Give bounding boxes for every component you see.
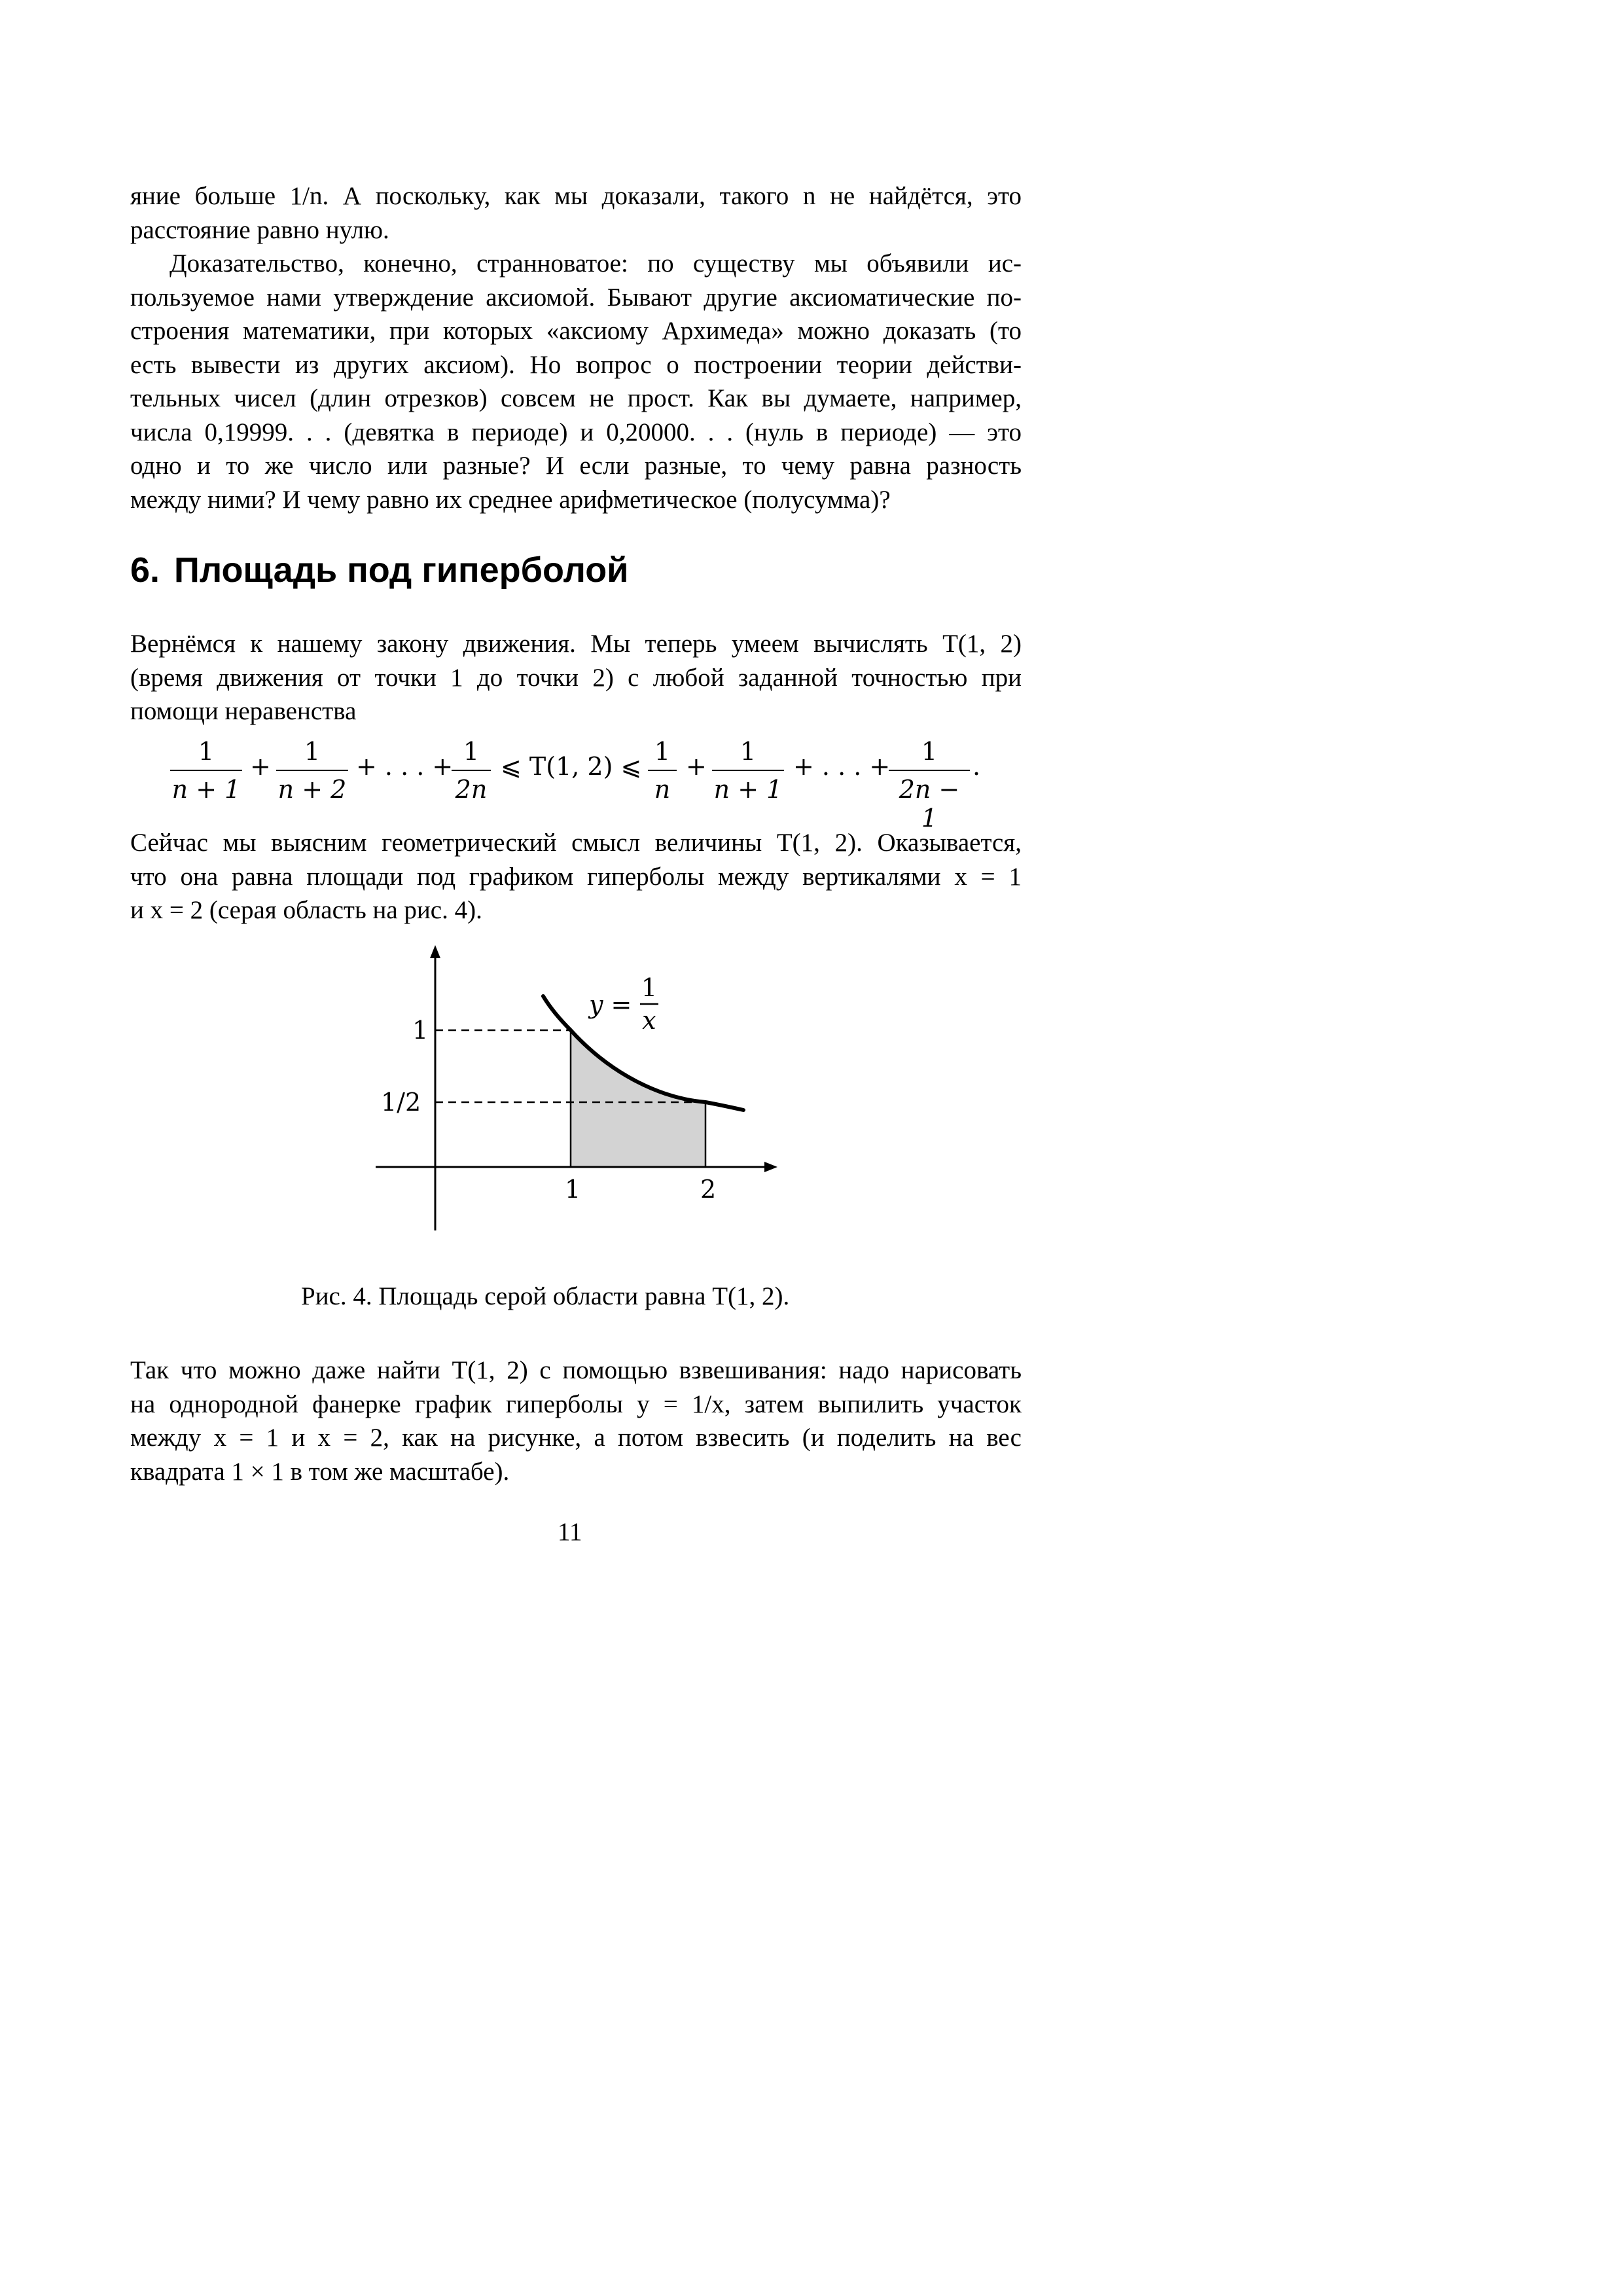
y-tick-label-1: 1 [412,1016,429,1045]
text-line: одно и то же число или разные? И если разные, то чему равна разность [130,452,1022,480]
fraction-bar [276,770,348,771]
denominator: 2n − 1 [899,775,960,833]
text-line: на однородной фанерке график гиперболы y = 1/x, затем выпилить участок [130,1390,1022,1418]
fraction-2 [276,737,348,804]
text-line: и x = 2 (серая область на рис. 4). [130,896,482,924]
fraction-bar [170,770,242,771]
denominator: 2n [455,775,488,804]
text-line: яние больше 1/n. А поскольку, как мы доказали, такого n не найдётся, это [130,182,1022,210]
section-number: 6. [130,550,160,590]
fraction-bar [452,770,491,771]
denominator: n + 2 [277,775,347,804]
curve-label-y-equals: y = [589,990,632,1019]
numerator: 1 [463,737,480,766]
paragraph-law-of-motion [130,627,1022,728]
text-line: пользуемое нами утверждение аксиомой. Бывают другие аксиоматические по- [130,283,1022,312]
numerator: 1 [921,737,938,766]
y-tick-label-half: 1/2 [381,1088,421,1117]
denominator: n + 1 [171,775,241,804]
text-line: квадрата 1 × 1 в том же масштабе). [130,1457,510,1486]
plus-sign: + [250,752,271,781]
x-tick-label-2: 2 [700,1175,717,1204]
formula-period: . [972,752,981,781]
x-axis-arrow-icon [764,1162,777,1172]
fraction-bar [648,770,677,771]
text-line: Сейчас мы выясним геометрический смысл величины T(1, 2). Оказывается, [130,829,1022,857]
fraction-3 [452,737,491,804]
paragraph-continuation [130,179,1022,247]
figure-caption: Рис. 4. Площадь серой области равна T(1, 2). [301,1282,790,1310]
fraction-6 [889,737,970,833]
page-number: 11 [558,1518,582,1546]
inequality-formula [170,737,988,833]
paragraph-weighing [130,1354,1022,1488]
curve-label-denominator: x [642,1006,656,1035]
x-tick-label-1: 1 [565,1175,581,1204]
text-line: (время движения от точки 1 до точки 2) с любой заданной точностью при [130,663,1022,692]
section-title: Площадь под гиперболой [174,550,629,590]
fraction-5 [712,737,784,804]
numerator: 1 [654,737,671,766]
numerator: 1 [304,737,321,766]
text-line: строения математики, при которых «аксиому Архимеда» можно доказать (то [130,317,1022,345]
inequality-middle: ⩽ T(1, 2) ⩽ [501,752,642,781]
hyperbola-figure [366,936,798,1237]
text-line: расстояние равно нулю. [130,215,389,244]
ellipsis-sum: + . . . + [793,752,891,781]
fraction-bar [712,770,784,771]
fraction-4 [648,737,677,804]
fraction-bar [889,770,970,771]
text-line: Вернёмся к нашему закону движения. Мы теперь умеем вычислять T(1, 2) [130,630,1022,658]
text-line: тельных чисел (длин отрезков) совсем не прост. Как вы думаете, например, [130,384,1022,412]
text-line: Так что можно даже найти T(1, 2) с помощью взвешивания: надо нарисовать [130,1356,1022,1384]
denominator: n [654,775,671,804]
plus-sign: + [686,752,707,781]
text-line: есть вывести из других аксиом). Но вопрос о построении теории действи- [130,350,1022,379]
text-line: Доказательство, конечно, странноватое: по существу мы объявили ис- [169,249,1022,278]
text-line: помощи неравенства [130,697,357,725]
section-heading [130,550,628,590]
denominator: n + 1 [713,775,783,804]
fraction-1 [170,737,242,804]
text-line: между x = 1 и x = 2, как на рисунке, а потом взвесить (и поделить на вес [130,1424,1022,1452]
y-axis-arrow-icon [430,945,440,958]
curve-label-numerator: 1 [641,973,658,1002]
numerator: 1 [740,737,757,766]
text-line: числа 0,19999. . . (девятка в периоде) и 0,20000. . . (нуль в периоде) — это [130,418,1022,446]
numerator: 1 [198,737,215,766]
text-line: между ними? И чему равно их среднее арифметическое (полусумма)? [130,485,891,514]
paragraph-axiom-discussion [130,247,1022,516]
ellipsis-sum: + . . . + [356,752,454,781]
text-line: что она равна площади под графиком гиперболы между вертикалями x = 1 [130,862,1022,891]
paragraph-geometric-meaning [130,826,1022,927]
